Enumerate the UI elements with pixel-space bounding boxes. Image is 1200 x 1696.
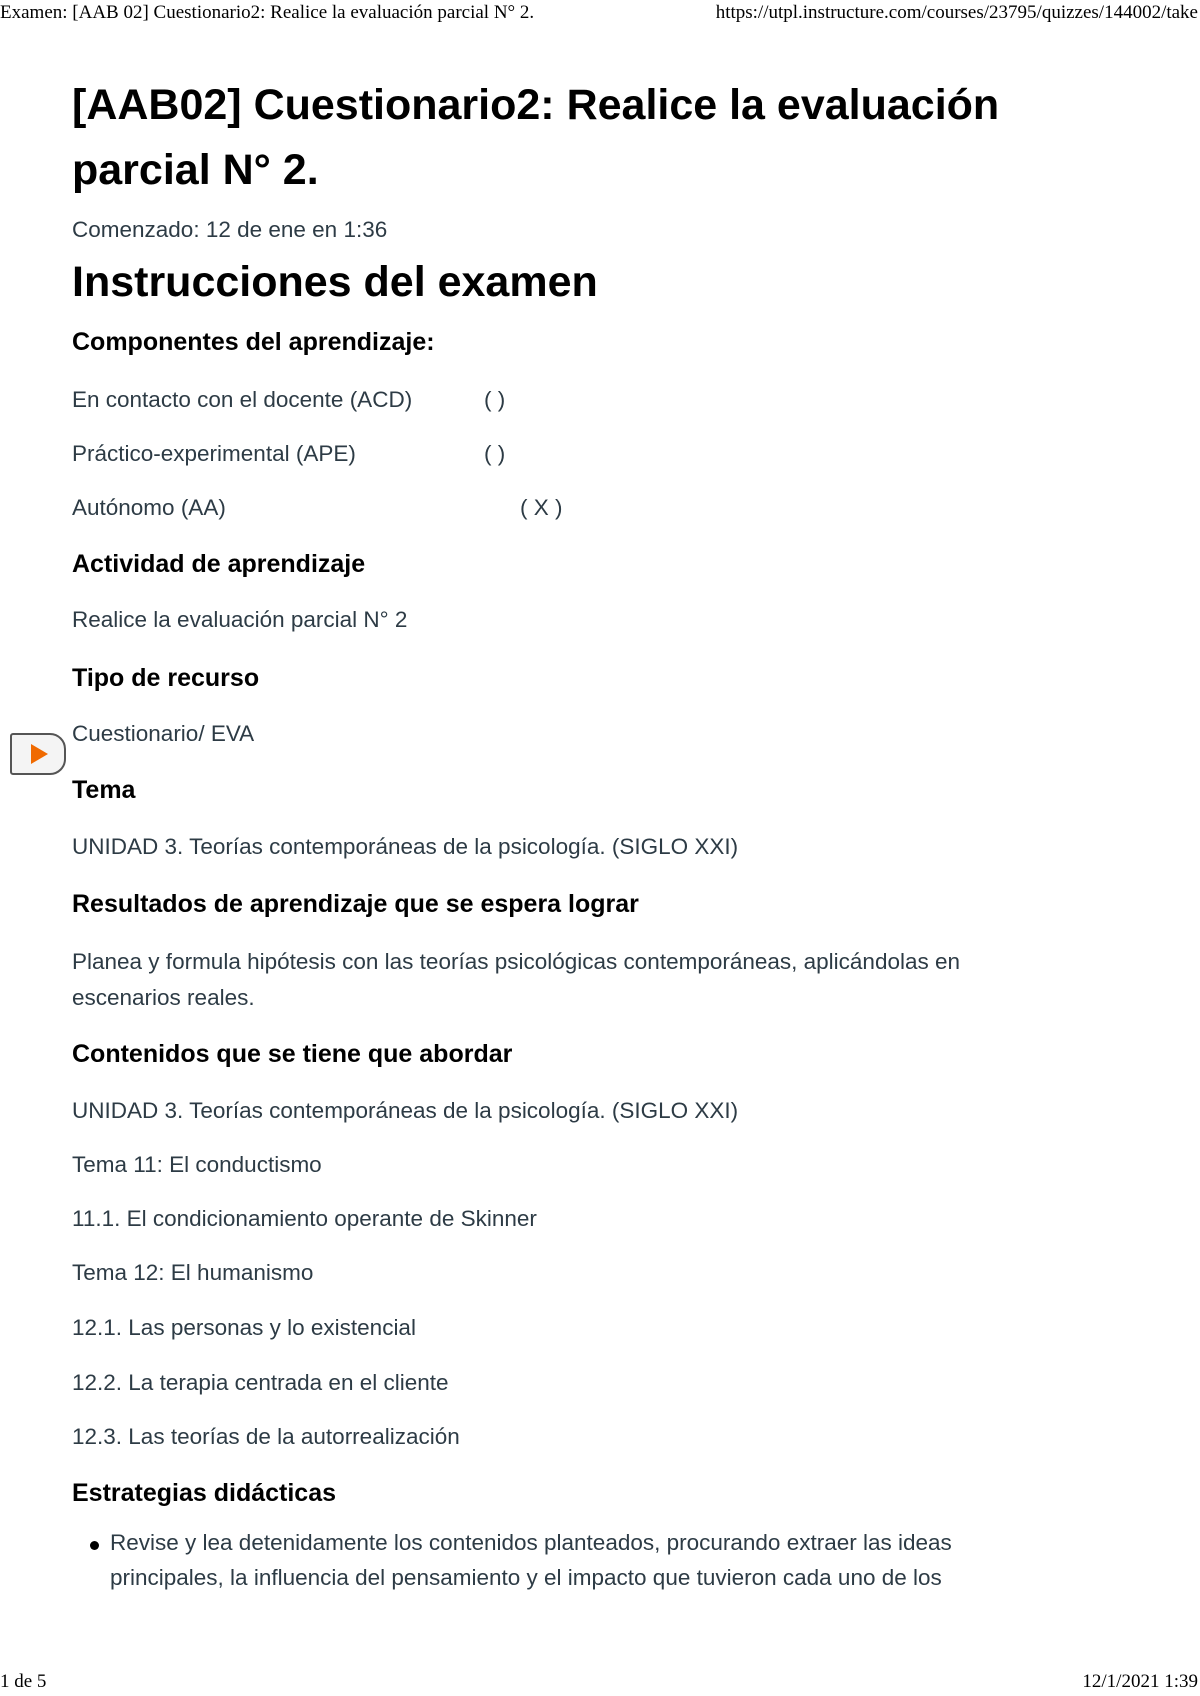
content-item: 12.3. Las teorías de la autorrealización — [72, 1424, 460, 1449]
print-footer-page: 1 de 5 — [0, 1671, 47, 1692]
resource-heading: Tipo de recurso — [72, 664, 260, 692]
content-item: UNIDAD 3. Teorías contemporáneas de la psicología. (SIGLO XXI) — [72, 1098, 739, 1123]
component-label: Autónomo (AA) — [72, 495, 226, 520]
topic-text: UNIDAD 3. Teorías contemporáneas de la psicología. (SIGLO XXI) — [72, 834, 739, 859]
content-item: Tema 11: El conductismo — [72, 1152, 322, 1177]
strategies-heading: Estrategias didácticas — [72, 1479, 337, 1507]
print-header-title: Examen: [AAB 02] Cuestionario2: Realice la evaluación parcial N° 2. — [0, 2, 535, 23]
play-icon[interactable] — [10, 733, 66, 775]
resource-text: Cuestionario/ EVA — [72, 721, 255, 746]
bullet-icon — [90, 1541, 99, 1550]
contents-heading: Contenidos que se tiene que abordar — [72, 1040, 513, 1068]
component-mark: ( ) — [484, 441, 506, 466]
results-text-cont: escenarios reales. — [72, 985, 255, 1010]
page-title-cont: parcial N° 2. — [72, 146, 319, 194]
content-item: 12.1. Las personas y lo existencial — [72, 1315, 416, 1340]
content-item: 12.2. La terapia centrada en el cliente — [72, 1370, 449, 1395]
print-footer-datetime: 12/1/2021 1:39 — [1082, 1671, 1198, 1692]
started-timestamp: Comenzado: 12 de ene en 1:36 — [72, 217, 388, 242]
results-heading: Resultados de aprendizaje que se espera lograr — [72, 890, 639, 918]
topic-heading: Tema — [72, 776, 136, 804]
activity-heading: Actividad de aprendizaje — [72, 550, 366, 578]
component-label: En contacto con el docente (ACD) — [72, 387, 413, 412]
component-mark: ( ) — [484, 387, 506, 412]
content-item: 11.1. El condicionamiento operante de Skinner — [72, 1206, 537, 1231]
component-mark: ( X ) — [520, 495, 563, 520]
results-text: Planea y formula hipótesis con las teorías psicológicas contemporáneas, aplicándolas en — [72, 949, 961, 974]
component-label: Práctico-experimental (APE) — [72, 441, 356, 466]
content-item: Tema 12: El humanismo — [72, 1260, 314, 1285]
print-header-url: https://utpl.instructure.com/courses/23795/quizzes/144002/take — [715, 2, 1198, 23]
strategy-text-cont: principales, la influencia del pensamiento y el impacto que tuvieron cada uno de los — [110, 1565, 942, 1590]
activity-text: Realice la evaluación parcial N° 2 — [72, 607, 408, 632]
instructions-heading: Instrucciones del examen — [72, 258, 598, 306]
components-heading: Componentes del aprendizaje: — [72, 328, 435, 356]
page-title: [AAB02] Cuestionario2: Realice la evaluación — [72, 81, 1000, 129]
strategy-text: Revise y lea detenidamente los contenidos planteados, procurando extraer las ideas — [110, 1530, 952, 1555]
